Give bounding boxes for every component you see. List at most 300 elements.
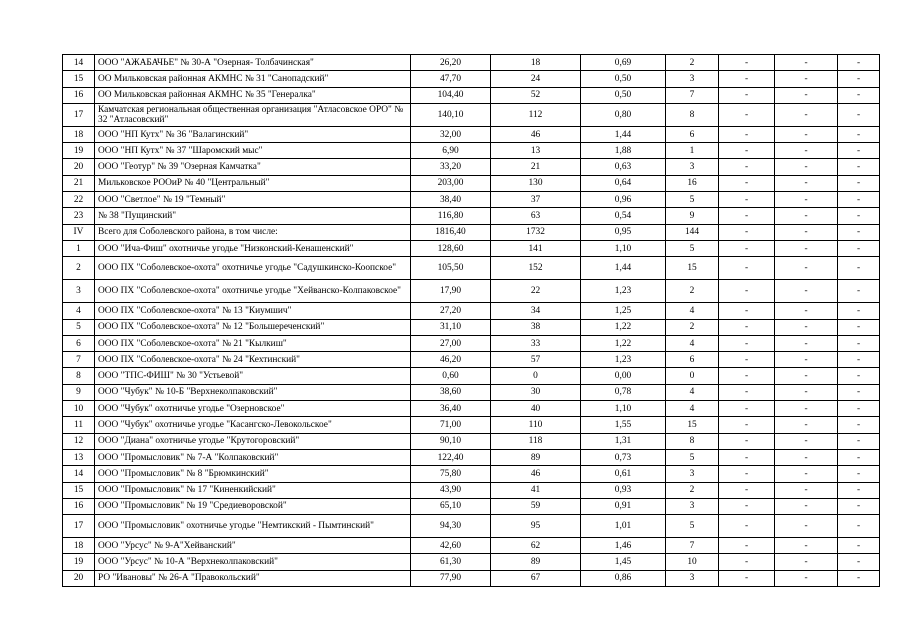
count-cell: 59 bbox=[491, 498, 581, 514]
organization-name-cell: ООО "Промысловик" охотничье угодье "Немтикский - Пымтинский" bbox=[95, 515, 411, 538]
column-9-cell: - bbox=[838, 498, 880, 514]
quota-cell: 2 bbox=[666, 280, 719, 303]
column-9-cell: - bbox=[838, 554, 880, 570]
row-number-cell: 20 bbox=[63, 159, 95, 175]
table-row bbox=[63, 143, 880, 159]
table-row bbox=[63, 280, 880, 303]
column-7-cell: - bbox=[719, 335, 775, 351]
count-cell: 152 bbox=[491, 257, 581, 280]
organization-name-cell: ОО Мильковская районная АКМНС № 31 "Санопадский" bbox=[95, 71, 411, 87]
column-9-cell: - bbox=[838, 103, 880, 126]
column-7-cell: - bbox=[719, 384, 775, 400]
row-number-cell: 16 bbox=[63, 87, 95, 103]
column-9-cell: - bbox=[838, 482, 880, 498]
density-cell: 0,54 bbox=[581, 208, 666, 224]
column-7-cell: - bbox=[719, 257, 775, 280]
density-cell: 0,96 bbox=[581, 192, 666, 208]
column-9-cell: - bbox=[838, 466, 880, 482]
row-number-cell: 17 bbox=[63, 515, 95, 538]
area-cell: 1816,40 bbox=[411, 224, 491, 240]
quota-cell: 5 bbox=[666, 515, 719, 538]
column-7-cell: - bbox=[719, 224, 775, 240]
organization-name-cell: ООО "Промысловик" № 19 "Средиеворовской" bbox=[95, 498, 411, 514]
column-7-cell: - bbox=[719, 240, 775, 256]
column-7-cell: - bbox=[719, 208, 775, 224]
area-cell: 122,40 bbox=[411, 449, 491, 465]
area-cell: 27,20 bbox=[411, 303, 491, 319]
column-8-cell: - bbox=[775, 570, 838, 586]
column-7-cell: - bbox=[719, 433, 775, 449]
count-cell: 1732 bbox=[491, 224, 581, 240]
column-7-cell: - bbox=[719, 280, 775, 303]
density-cell: 1,55 bbox=[581, 417, 666, 433]
column-8-cell: - bbox=[775, 401, 838, 417]
quota-cell: 1 bbox=[666, 143, 719, 159]
density-cell: 1,23 bbox=[581, 280, 666, 303]
row-number-cell: 1 bbox=[63, 240, 95, 256]
row-number-cell: 14 bbox=[63, 55, 95, 71]
column-7-cell: - bbox=[719, 368, 775, 384]
row-number-cell: 10 bbox=[63, 401, 95, 417]
column-8-cell: - bbox=[775, 368, 838, 384]
table-row bbox=[63, 159, 880, 175]
count-cell: 0 bbox=[491, 368, 581, 384]
count-cell: 37 bbox=[491, 192, 581, 208]
column-7-cell: - bbox=[719, 71, 775, 87]
density-cell: 1,10 bbox=[581, 240, 666, 256]
row-number-cell: 13 bbox=[63, 449, 95, 465]
area-cell: 43,90 bbox=[411, 482, 491, 498]
column-8-cell: - bbox=[775, 417, 838, 433]
row-number-cell: 3 bbox=[63, 280, 95, 303]
column-8-cell: - bbox=[775, 224, 838, 240]
quota-cell: 6 bbox=[666, 126, 719, 142]
count-cell: 95 bbox=[491, 515, 581, 538]
count-cell: 62 bbox=[491, 538, 581, 554]
table-row bbox=[63, 175, 880, 191]
table-row bbox=[63, 126, 880, 142]
row-number-cell: 6 bbox=[63, 335, 95, 351]
area-cell: 105,50 bbox=[411, 257, 491, 280]
quota-cell: 7 bbox=[666, 538, 719, 554]
column-9-cell: - bbox=[838, 208, 880, 224]
organization-name-cell: ООО "Промысловик" № 8 "Брюмкинский" bbox=[95, 466, 411, 482]
column-7-cell: - bbox=[719, 554, 775, 570]
table-row bbox=[63, 335, 880, 351]
quota-cell: 5 bbox=[666, 240, 719, 256]
row-number-cell: 15 bbox=[63, 482, 95, 498]
density-cell: 1,46 bbox=[581, 538, 666, 554]
table-row bbox=[63, 482, 880, 498]
density-cell: 1,31 bbox=[581, 433, 666, 449]
quota-cell: 5 bbox=[666, 449, 719, 465]
row-number-cell: 23 bbox=[63, 208, 95, 224]
column-9-cell: - bbox=[838, 538, 880, 554]
area-cell: 104,40 bbox=[411, 87, 491, 103]
count-cell: 18 bbox=[491, 55, 581, 71]
density-cell: 0,50 bbox=[581, 71, 666, 87]
column-8-cell: - bbox=[775, 55, 838, 71]
table-row bbox=[63, 466, 880, 482]
column-8-cell: - bbox=[775, 482, 838, 498]
column-7-cell: - bbox=[719, 126, 775, 142]
column-7-cell: - bbox=[719, 515, 775, 538]
count-cell: 57 bbox=[491, 352, 581, 368]
density-cell: 0,86 bbox=[581, 570, 666, 586]
organization-name-cell: ООО "НП Кутх" № 36 "Валагинский" bbox=[95, 126, 411, 142]
quota-cell: 2 bbox=[666, 319, 719, 335]
column-9-cell: - bbox=[838, 319, 880, 335]
column-7-cell: - bbox=[719, 159, 775, 175]
organization-name-cell: ООО "Диана" охотничье угодье "Крутогоровский" bbox=[95, 433, 411, 449]
column-8-cell: - bbox=[775, 498, 838, 514]
quota-cell: 8 bbox=[666, 103, 719, 126]
row-number-cell: 15 bbox=[63, 71, 95, 87]
table-row bbox=[63, 103, 880, 126]
count-cell: 22 bbox=[491, 280, 581, 303]
density-cell: 1,22 bbox=[581, 335, 666, 351]
column-8-cell: - bbox=[775, 303, 838, 319]
area-cell: 65,10 bbox=[411, 498, 491, 514]
column-8-cell: - bbox=[775, 126, 838, 142]
column-9-cell: - bbox=[838, 384, 880, 400]
column-9-cell: - bbox=[838, 449, 880, 465]
count-cell: 110 bbox=[491, 417, 581, 433]
row-number-cell: 17 bbox=[63, 103, 95, 126]
column-8-cell: - bbox=[775, 192, 838, 208]
table-row bbox=[63, 401, 880, 417]
row-number-cell: 11 bbox=[63, 417, 95, 433]
column-7-cell: - bbox=[719, 143, 775, 159]
quota-cell: 3 bbox=[666, 498, 719, 514]
column-7-cell: - bbox=[719, 401, 775, 417]
quota-cell: 3 bbox=[666, 71, 719, 87]
quota-cell: 4 bbox=[666, 335, 719, 351]
column-9-cell: - bbox=[838, 240, 880, 256]
row-number-cell: 21 bbox=[63, 175, 95, 191]
area-cell: 26,20 bbox=[411, 55, 491, 71]
count-cell: 13 bbox=[491, 143, 581, 159]
column-9-cell: - bbox=[838, 71, 880, 87]
area-cell: 46,20 bbox=[411, 352, 491, 368]
table-row bbox=[63, 208, 880, 224]
organization-name-cell: ООО "АЖАБАЧЬЕ" № 30-А "Озерная- Толбачинская" bbox=[95, 55, 411, 71]
quota-cell: 4 bbox=[666, 401, 719, 417]
column-8-cell: - bbox=[775, 515, 838, 538]
column-7-cell: - bbox=[719, 192, 775, 208]
count-cell: 34 bbox=[491, 303, 581, 319]
density-cell: 1,45 bbox=[581, 554, 666, 570]
table-row bbox=[63, 570, 880, 586]
table-row bbox=[63, 303, 880, 319]
column-9-cell: - bbox=[838, 368, 880, 384]
count-cell: 89 bbox=[491, 554, 581, 570]
quota-cell: 4 bbox=[666, 384, 719, 400]
row-number-cell: IV bbox=[63, 224, 95, 240]
count-cell: 63 bbox=[491, 208, 581, 224]
table-row bbox=[63, 240, 880, 256]
row-number-cell: 20 bbox=[63, 570, 95, 586]
organization-name-cell: Мильковское РООиР № 40 "Центральный" bbox=[95, 175, 411, 191]
density-cell: 0,61 bbox=[581, 466, 666, 482]
row-number-cell: 18 bbox=[63, 538, 95, 554]
column-7-cell: - bbox=[719, 319, 775, 335]
column-8-cell: - bbox=[775, 280, 838, 303]
table-row bbox=[63, 433, 880, 449]
area-cell: 36,40 bbox=[411, 401, 491, 417]
table-row bbox=[63, 538, 880, 554]
row-number-cell: 5 bbox=[63, 319, 95, 335]
table-row bbox=[63, 319, 880, 335]
table-body bbox=[63, 55, 880, 587]
quota-cell: 4 bbox=[666, 303, 719, 319]
column-9-cell: - bbox=[838, 280, 880, 303]
row-number-cell: 19 bbox=[63, 554, 95, 570]
area-cell: 116,80 bbox=[411, 208, 491, 224]
organization-name-cell: ООО "Ича-Фиш" охотничье угодье "Низконский-Кенашенский" bbox=[95, 240, 411, 256]
column-8-cell: - bbox=[775, 240, 838, 256]
density-cell: 0,80 bbox=[581, 103, 666, 126]
quota-cell: 3 bbox=[666, 466, 719, 482]
column-7-cell: - bbox=[719, 538, 775, 554]
column-8-cell: - bbox=[775, 335, 838, 351]
area-cell: 71,00 bbox=[411, 417, 491, 433]
organization-name-cell: ООО ПХ "Соболевское-охота" охотничье угодье "Хейванско-Колпаковское" bbox=[95, 280, 411, 303]
density-cell: 0,78 bbox=[581, 384, 666, 400]
column-8-cell: - bbox=[775, 466, 838, 482]
organization-name-cell: ОО Мильковская районная АКМНС № 35 "Генералка" bbox=[95, 87, 411, 103]
row-number-cell: 7 bbox=[63, 352, 95, 368]
organization-name-cell: ООО ПХ "Соболевское-охота" № 12 "Большереченский" bbox=[95, 319, 411, 335]
density-cell: 0,73 bbox=[581, 449, 666, 465]
organization-name-cell: ООО "ТПС-ФИШ" № 30 "Устьевой" bbox=[95, 368, 411, 384]
column-9-cell: - bbox=[838, 515, 880, 538]
column-9-cell: - bbox=[838, 192, 880, 208]
area-cell: 47,70 bbox=[411, 71, 491, 87]
column-8-cell: - bbox=[775, 71, 838, 87]
density-cell: 1,10 bbox=[581, 401, 666, 417]
column-9-cell: - bbox=[838, 126, 880, 142]
quota-cell: 9 bbox=[666, 208, 719, 224]
density-cell: 0,93 bbox=[581, 482, 666, 498]
column-9-cell: - bbox=[838, 352, 880, 368]
organization-name-cell: РО "Ивановы" № 26-А "Правокольский" bbox=[95, 570, 411, 586]
area-cell: 203,00 bbox=[411, 175, 491, 191]
density-cell: 1,23 bbox=[581, 352, 666, 368]
column-7-cell: - bbox=[719, 417, 775, 433]
column-8-cell: - bbox=[775, 257, 838, 280]
column-9-cell: - bbox=[838, 335, 880, 351]
quota-cell: 7 bbox=[666, 87, 719, 103]
area-cell: 32,00 bbox=[411, 126, 491, 142]
column-9-cell: - bbox=[838, 55, 880, 71]
organization-name-cell: ООО "Геотур" № 39 "Озерная Камчатка" bbox=[95, 159, 411, 175]
quota-cell: 0 bbox=[666, 368, 719, 384]
table-row bbox=[63, 257, 880, 280]
area-cell: 27,00 bbox=[411, 335, 491, 351]
column-8-cell: - bbox=[775, 175, 838, 191]
organization-name-cell: ООО ПХ "Соболевское-охота" № 21 "Кылкиш" bbox=[95, 335, 411, 351]
row-number-cell: 12 bbox=[63, 433, 95, 449]
area-cell: 6,90 bbox=[411, 143, 491, 159]
area-cell: 128,60 bbox=[411, 240, 491, 256]
count-cell: 118 bbox=[491, 433, 581, 449]
column-7-cell: - bbox=[719, 482, 775, 498]
table-row bbox=[63, 449, 880, 465]
count-cell: 46 bbox=[491, 466, 581, 482]
organization-name-cell: ООО "Чубук" № 10-Б "Верхнеколпаковский" bbox=[95, 384, 411, 400]
density-cell: 1,25 bbox=[581, 303, 666, 319]
column-8-cell: - bbox=[775, 208, 838, 224]
count-cell: 33 bbox=[491, 335, 581, 351]
quota-cell: 3 bbox=[666, 570, 719, 586]
table-row bbox=[63, 384, 880, 400]
count-cell: 41 bbox=[491, 482, 581, 498]
table-row bbox=[63, 368, 880, 384]
column-8-cell: - bbox=[775, 433, 838, 449]
density-cell: 0,50 bbox=[581, 87, 666, 103]
row-number-cell: 22 bbox=[63, 192, 95, 208]
column-8-cell: - bbox=[775, 103, 838, 126]
count-cell: 52 bbox=[491, 87, 581, 103]
quota-cell: 2 bbox=[666, 482, 719, 498]
count-cell: 130 bbox=[491, 175, 581, 191]
area-cell: 38,40 bbox=[411, 192, 491, 208]
column-9-cell: - bbox=[838, 143, 880, 159]
count-cell: 141 bbox=[491, 240, 581, 256]
row-number-cell: 9 bbox=[63, 384, 95, 400]
count-cell: 67 bbox=[491, 570, 581, 586]
column-9-cell: - bbox=[838, 87, 880, 103]
area-cell: 31,10 bbox=[411, 319, 491, 335]
column-8-cell: - bbox=[775, 538, 838, 554]
area-cell: 0,60 bbox=[411, 368, 491, 384]
column-7-cell: - bbox=[719, 175, 775, 191]
column-7-cell: - bbox=[719, 55, 775, 71]
quota-cell: 8 bbox=[666, 433, 719, 449]
column-7-cell: - bbox=[719, 498, 775, 514]
organization-name-cell: ООО "Чубук" охотничье угодье "Касангско-Левокольское" bbox=[95, 417, 411, 433]
organization-name-cell: ООО "НП Кутх" № 37 "Шаромский мыс" bbox=[95, 143, 411, 159]
organization-name-cell: ООО "Чубук" охотничье угодье "Озерновское" bbox=[95, 401, 411, 417]
density-cell: 0,63 bbox=[581, 159, 666, 175]
data-table bbox=[62, 54, 880, 587]
column-7-cell: - bbox=[719, 449, 775, 465]
area-cell: 77,90 bbox=[411, 570, 491, 586]
column-9-cell: - bbox=[838, 224, 880, 240]
table-row bbox=[63, 87, 880, 103]
organization-name-cell: № 38 "Пущинский" bbox=[95, 208, 411, 224]
table-row bbox=[63, 55, 880, 71]
row-number-cell: 19 bbox=[63, 143, 95, 159]
column-8-cell: - bbox=[775, 87, 838, 103]
organization-name-cell: ООО ПХ "Соболевское-охота" охотничье угодье "Садушкинско-Коопское" bbox=[95, 257, 411, 280]
density-cell: 0,64 bbox=[581, 175, 666, 191]
table-row bbox=[63, 498, 880, 514]
row-number-cell: 8 bbox=[63, 368, 95, 384]
density-cell: 1,88 bbox=[581, 143, 666, 159]
count-cell: 89 bbox=[491, 449, 581, 465]
quota-cell: 16 bbox=[666, 175, 719, 191]
count-cell: 38 bbox=[491, 319, 581, 335]
column-7-cell: - bbox=[719, 303, 775, 319]
column-8-cell: - bbox=[775, 159, 838, 175]
density-cell: 0,95 bbox=[581, 224, 666, 240]
quota-cell: 10 bbox=[666, 554, 719, 570]
table-row bbox=[63, 224, 880, 240]
column-8-cell: - bbox=[775, 352, 838, 368]
column-7-cell: - bbox=[719, 352, 775, 368]
density-cell: 0,00 bbox=[581, 368, 666, 384]
organization-name-cell: ООО "Урсус" № 10-А "Верхнеколпаковский" bbox=[95, 554, 411, 570]
area-cell: 90,10 bbox=[411, 433, 491, 449]
row-number-cell: 2 bbox=[63, 257, 95, 280]
quota-cell: 144 bbox=[666, 224, 719, 240]
column-9-cell: - bbox=[838, 303, 880, 319]
column-9-cell: - bbox=[838, 401, 880, 417]
column-9-cell: - bbox=[838, 417, 880, 433]
density-cell: 0,91 bbox=[581, 498, 666, 514]
count-cell: 30 bbox=[491, 384, 581, 400]
area-cell: 94,30 bbox=[411, 515, 491, 538]
organization-name-cell: ООО ПХ "Соболевское-охота" № 24 "Кехтинский" bbox=[95, 352, 411, 368]
count-cell: 24 bbox=[491, 71, 581, 87]
area-cell: 33,20 bbox=[411, 159, 491, 175]
organization-name-cell: ООО ПХ "Соболевское-охота" № 13 "Киумшич" bbox=[95, 303, 411, 319]
column-7-cell: - bbox=[719, 87, 775, 103]
column-9-cell: - bbox=[838, 175, 880, 191]
table-row bbox=[63, 554, 880, 570]
column-9-cell: - bbox=[838, 570, 880, 586]
area-cell: 140,10 bbox=[411, 103, 491, 126]
quota-cell: 3 bbox=[666, 159, 719, 175]
table-row bbox=[63, 71, 880, 87]
row-number-cell: 14 bbox=[63, 466, 95, 482]
density-cell: 1,22 bbox=[581, 319, 666, 335]
column-7-cell: - bbox=[719, 466, 775, 482]
row-number-cell: 18 bbox=[63, 126, 95, 142]
column-8-cell: - bbox=[775, 319, 838, 335]
organization-name-cell: ООО "Промысловик" № 17 "Киненкийский" bbox=[95, 482, 411, 498]
organization-name-cell: Камчатская региональная общественная организация "Атласовское ОРО" № 32 "Атласовский" bbox=[95, 103, 411, 126]
count-cell: 40 bbox=[491, 401, 581, 417]
column-8-cell: - bbox=[775, 143, 838, 159]
column-9-cell: - bbox=[838, 257, 880, 280]
table-row bbox=[63, 352, 880, 368]
count-cell: 112 bbox=[491, 103, 581, 126]
row-number-cell: 16 bbox=[63, 498, 95, 514]
area-cell: 42,60 bbox=[411, 538, 491, 554]
quota-cell: 15 bbox=[666, 257, 719, 280]
quota-cell: 2 bbox=[666, 55, 719, 71]
column-7-cell: - bbox=[719, 570, 775, 586]
organization-name-cell: Всего для Соболевского района, в том числе: bbox=[95, 224, 411, 240]
column-9-cell: - bbox=[838, 433, 880, 449]
density-cell: 1,44 bbox=[581, 126, 666, 142]
quota-cell: 6 bbox=[666, 352, 719, 368]
table-row bbox=[63, 192, 880, 208]
row-number-cell: 4 bbox=[63, 303, 95, 319]
table-row bbox=[63, 417, 880, 433]
density-cell: 0,69 bbox=[581, 55, 666, 71]
quota-cell: 5 bbox=[666, 192, 719, 208]
count-cell: 46 bbox=[491, 126, 581, 142]
density-cell: 1,01 bbox=[581, 515, 666, 538]
organization-name-cell: ООО "Светлое" № 19 "Темный" bbox=[95, 192, 411, 208]
organization-name-cell: ООО "Урсус" № 9-А"Хейванский" bbox=[95, 538, 411, 554]
column-8-cell: - bbox=[775, 384, 838, 400]
organization-name-cell: ООО "Промысловик" № 7-А "Колпаковский" bbox=[95, 449, 411, 465]
